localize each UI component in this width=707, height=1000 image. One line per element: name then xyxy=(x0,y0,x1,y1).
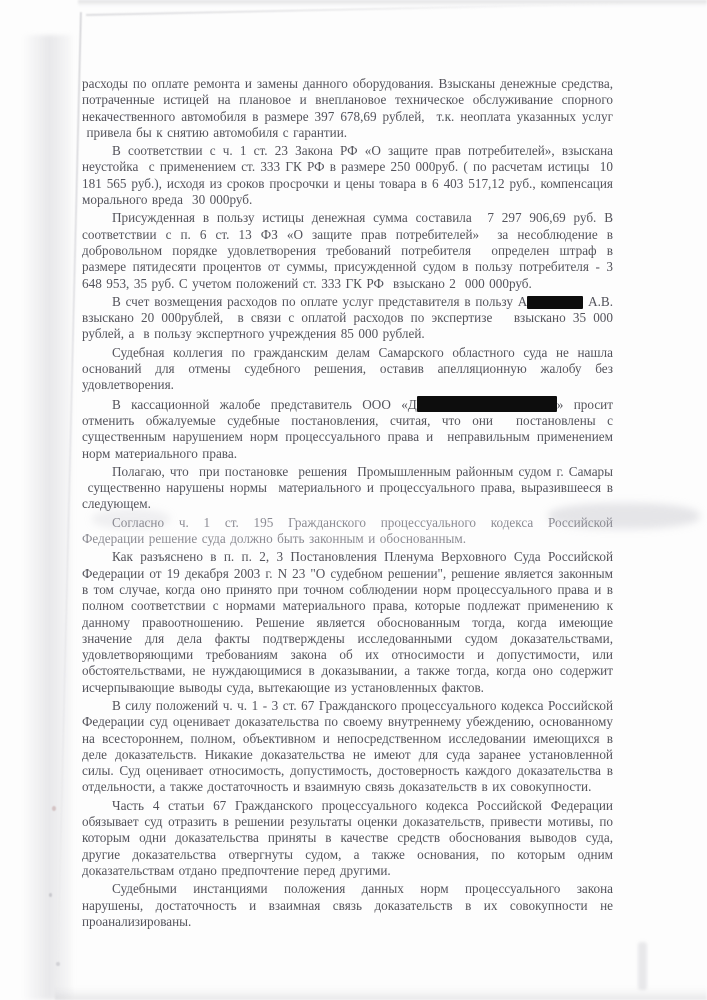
paper-edge-left-line xyxy=(56,12,82,988)
paragraph-text: Судебными инстанциями положения данных норм процессуального закона нарушены, достаточность и взаимная связь доказательств в их совокупности не проанализированы. xyxy=(82,881,613,929)
paragraph-text: В силу положений ч. ч. 1 - 3 ст. 67 Гражданского процессуального кодекса Российской Федерации суд оценивает доказательства по своему внутреннему убеждению, основанному на всестороннем, полном, объективном и непосредственном исследовании имеющихся в деле доказательств. Никакие доказательства не имеют для суда заранее установленной силы. Суд оценивает относимость, допустимость, достоверность каждого доказательства в отдельности, а также достаточность и взаимную связь доказательств в их совокупности. xyxy=(82,697,613,795)
paragraph-text: Полагаю, что при постановке решения Промышленным районным судом г. Самары существенно нарушены нормы материального и процессуального права, выразившееся в следующем. xyxy=(82,463,613,512)
paragraph-text: Как разъяснено в п. п. 2, 3 Постановления Пленума Верховного Суда Российской Федерации от 19 декабря 2003 г. N 23 "О судебном решении", решение является законным в том случае, когда оно принято при точном соблюдении норм процессуального права и в полном соответствии с нормами материального права, которые подлежат применению к данному правоотношению. Решение является обоснованным тогда, когда имеющие значение для дела факты подтверждены исследованными судом доказательствами, удовлетворяющими требованиям закона об их относимости и допустимости, или обстоятельствами, не нуждающимися в доказывании, а также тогда, когда оно содержит исчерпывающие выводы суда, вытекающие из установленных фактов. xyxy=(82,549,613,695)
paragraph-text: В счет возмещения расходов по оплате услуг представителя в пользу А xyxy=(112,293,528,309)
paragraph xyxy=(82,76,613,141)
scan-speck xyxy=(56,962,60,966)
paragraph-text: Присужденная в пользу истицы денежная сумма составила 7 297 906,69 руб. В соответствии с п. 6 ст. 13 ФЗ «О защите прав потребителей» за несоблюдение в добровольном порядке удовлетворения требований потребителя определен штраф в размере пятидесяти процентов от суммы, присужденной судом в пользу потребителя - 3 648 953, 35 руб. С учетом положений ст. 333 ГК РФ взыскано 2 000 000руб. xyxy=(82,210,613,291)
redaction-box xyxy=(417,396,557,412)
paragraph xyxy=(82,210,613,291)
paragraph xyxy=(82,464,613,513)
paragraph xyxy=(82,143,613,208)
paragraph-text: Часть 4 статьи 67 Гражданского процессуального кодекса Российской Федерации обязывает суд отразить в решении результаты оценки доказательств, привести мотивы, по которым одни доказательства приняты в качестве средств обоснования выводов суда, другие доказательства отвергнуты судом, а также основания, по которым одним доказательствам отдано предпочтение перед другими. xyxy=(82,797,613,878)
scan-edge-bottom xyxy=(55,986,707,1000)
paragraph xyxy=(82,798,613,879)
paragraph xyxy=(82,294,613,343)
paper-edge-top-line xyxy=(86,3,626,16)
paragraph xyxy=(82,549,613,696)
paragraph-text: расходы по оплате ремонта и замены данного оборудования. Взысканы денежные средства, потраченные истицей на плановое и внеплановое техническое обслуживание спорного некачественного автомобиля в размере 397 678,69 рублей, т.к. неоплата указанных услуг привела бы к снятию автомобиля с гарантии. xyxy=(82,76,613,140)
scan-smudge xyxy=(638,942,647,990)
paragraph-text: В кассационной жалобе представитель ООО «Д xyxy=(112,396,417,412)
paragraph xyxy=(82,698,613,796)
scan-speck xyxy=(52,806,56,811)
scan-edge-top xyxy=(78,0,707,7)
scan-speck xyxy=(49,893,52,897)
paragraph-text: » просит отменить обжалуемые судебные постановления, считая, что они постановлены с существенным нарушением норм процессуального права и неправильным применением норм материального права. xyxy=(82,396,613,461)
paragraph xyxy=(82,345,613,394)
paragraph xyxy=(82,881,613,930)
redaction-box xyxy=(527,296,583,309)
document-text xyxy=(82,76,613,932)
paragraph-text: В соответствии с ч. 1 ст. 23 Закона РФ «О защите прав потребителей», взыскана неустойка с применением ст. 333 ГК РФ в размере 250 000руб. ( по расчетам истицы 10 181 565 руб.), исходя из сроков просрочки и цены товара в 6 403 517,12 руб., компенсация морального вреда 30 000руб. xyxy=(82,143,613,208)
paragraph xyxy=(82,396,613,462)
paragraph-text: Судебная коллегия по гражданским делам Самарского областного суда не нашла оснований для отмены судебного решения, оставив апелляционную жалобу без удовлетворения. xyxy=(82,344,613,393)
paragraph xyxy=(82,515,613,548)
paragraph-text: А.В. взыскано 20 000рублей, в связи с оплатой расходов по экспертизе взыскано 35 000 рублей, а в пользу экспертного учреждения 85 000 рублей. xyxy=(82,293,613,342)
paragraph-text: Согласно ч. 1 ст. 195 Гражданского процессуального кодекса Российской Федерации решение суда должно быть законным и обоснованным. xyxy=(82,514,613,547)
scan-edge-left-shadow xyxy=(22,35,72,1000)
